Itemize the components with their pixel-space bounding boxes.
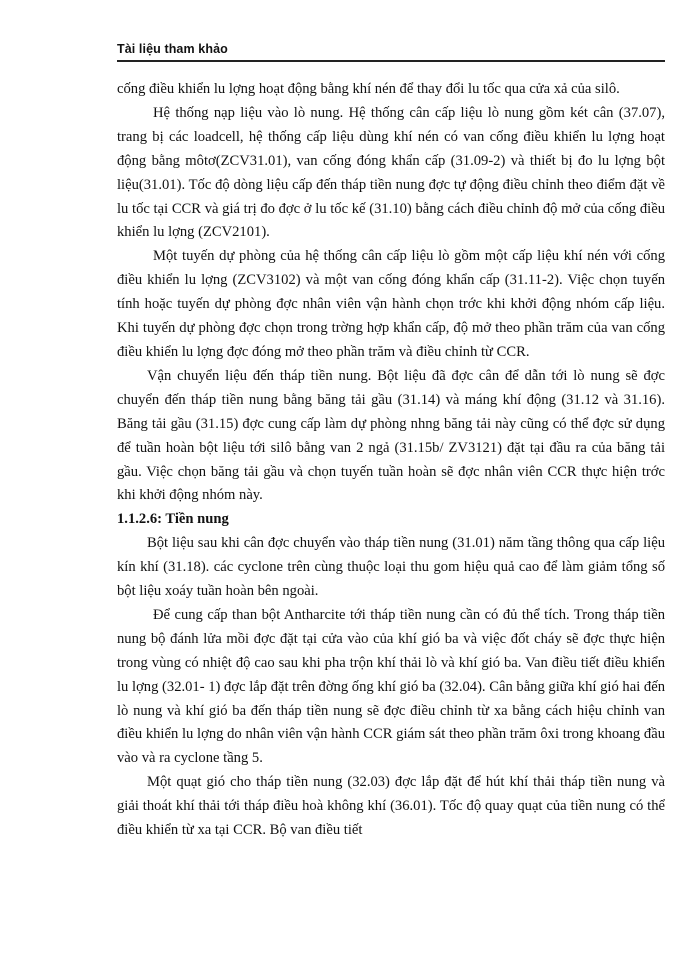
page-header [117, 40, 665, 62]
section-heading: 1.1.2.6: Tiền nung [117, 511, 229, 528]
paragraph-1: cống điều khiển lu lợng hoạt động bằng khí nén để thay đổi lu tốc qua cửa xả của silô. [117, 81, 620, 97]
paragraph-3: Một tuyến dự phòng của hệ thống cân cấp liệu lò gồm một cấp liệu khí nén với cống điều khiển lu lợng (ZCV3102) và một van cống đóng khẩn cấp (31.11-2). Việc chọn tuyến tính hoặc tuyến dự phòng đợc nhân viên vận hành chọn trớc khi khởi động nhóm cấp liệu. Khi tuyến dự phòng đợc chọn trong trờng hợp khẩn cấp, độ mở theo phần trăm của van cống điều khiển lu lợng đợc đóng mở theo phần trăm và điều chỉnh từ CCR. [117, 248, 665, 360]
paragraph-5: Bột liệu sau khi cân đợc chuyển vào tháp tiền nung (31.01) năm tầng thông qua cấp liệu kín khí (31.18). các cyclone trên cùng thuộc loại thu gom hiệu quả cao để làm giảm tổng số bột liệu xoáy tuần hoàn bên ngoài. [117, 535, 665, 600]
paragraph-7: Một quạt gió cho tháp tiền nung (32.03) đợc lắp đặt để hút khí thải tháp tiền nung và giải thoát khí thải tới tháp điều hoà không khí (36.01). Tốc độ quay quạt của tiền nung có thể điều khiển từ xa tại CCR. Bộ van điều tiết [117, 774, 665, 839]
document-body [117, 78, 665, 843]
header-title: Tài liệu tham khảo [117, 42, 228, 56]
paragraph-6: Để cung cấp than bột Antharcite tới tháp tiền nung cần có đủ thể tích. Trong tháp tiền nung bộ đánh lửa mồi đợc đặt tại cửa vào của khí gió ba và việc đốt cháy sẽ đợc thực hiện trong vùng có nhiệt độ cao sau khi pha trộn khí thải lò và khí gió ba. Van điều tiết điều khiển lu lợng (32.01- 1) đợc lắp đặt trên đờng ống khí gió ba (32.04). Cân bằng giữa khí gió hai đến lò nung và khí gió ba đến tháp tiền nung sẽ đợc điều chỉnh từ xa bằng cách hiệu chỉnh van điều khiển lu lợng do nhân viên vận hành CCR giám sát theo phần trăm ôxi trong khoang đầu vào và ra cyclone tầng 5. [117, 606, 665, 767]
paragraph-2: Hệ thống nạp liệu vào lò nung. Hệ thống cân cấp liệu lò nung gồm két cân (37.07), trang bị các loadcell, hệ thống cấp liệu dùng khí nén có van cống điều khiển lu lợng hoạt động bằng môtơ(ZCV31.01), van cống đóng khẩn cấp (31.09-2) và thiết bị đo lu lợng bột liệu(31.01). Tốc độ dòng liệu cấp đến tháp tiền nung đợc tự động điều chỉnh theo điểm đặt về lu tốc tại CCR và giá trị đo đợc ở lu tốc kế (31.10) bằng cách điều chỉnh độ mở của cống điều khiển lu lợng (ZCV2101). [117, 104, 665, 241]
paragraph-4: Vận chuyển liệu đến tháp tiền nung. Bột liệu đã đợc cân để dẫn tới lò nung sẽ đợc chuyển đến tháp tiền nung bằng băng tải gầu (31.14) và máng khí động (31.12 và 31.16). Băng tải gầu (31.15) đợc cung cấp làm dự phòng nhng băng tải này cũng có thể đợc sử dụng để tuần hoàn bột liệu tới silô bằng van 2 ngả (31.15b/ ZV3121) đặt tại đầu ra của băng tải gầu. Việc chọn băng tải gầu và chọn tuyến tuần hoàn sẽ đợc nhân viên CCR thực hiện trớc khi khởi động nhóm này. [117, 367, 665, 504]
